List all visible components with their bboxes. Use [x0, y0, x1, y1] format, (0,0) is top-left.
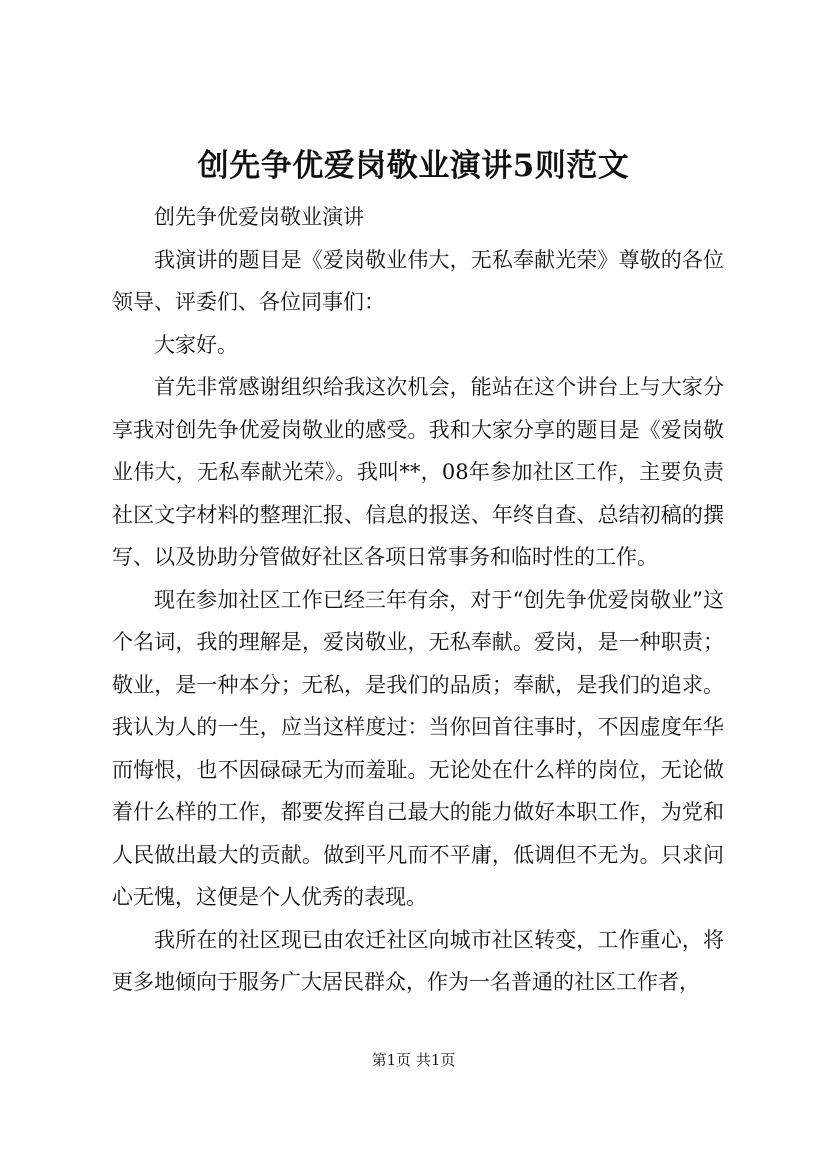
paragraph-community: 我所在的社区现已由农迁社区向城市社区转变，工作重心，将更多地倾向于服务广大居民群众，作为一名普通的社区工作者，: [112, 927, 724, 994]
page-number-footer: 第1页 共1页: [371, 1051, 456, 1069]
paragraph-understanding: 现在参加社区工作已经三年有余，对于“创先争优爱岗敬业”这个名词，我的理解是，爱岗敬业，无私奉献。爱岗，是一种职责；敬业，是一种本分；无私，是我们的品质；奉献，是我们的追求。我认为人的一生，应当这样度过：当你回首往事时，不因虚度年华而悔恨，也不因碌碌无为而羞耻。无论处在什么样的岗位，无论做着什么样的工作，都要发挥自己最大的能力做好本职工作，为党和人民做出最大的贡献。做到平凡而不平庸，低调但不无为。只求问心无愧，这便是个人优秀的表现。: [112, 587, 724, 909]
document-title: 创先争优爱岗敬业演讲5则范文: [197, 148, 630, 184]
paragraph-introduction: 首先非常感谢组织给我这次机会，能站在这个讲台上与大家分享我对创先争优爱岗敬业的感受。我和大家分享的题目是《爱岗敬业伟大，无私奉献光荣》。我叫**，08年参加社区工作，主要负责社区文字材料的整理汇报、信息的报送、年终自查、总结初稿的撰写、以及协助分管做好社区各项日常事务和临时性的工作。: [112, 375, 724, 569]
document-body: [112, 196, 724, 1004]
paragraph-greeting: 大家好。: [154, 332, 238, 357]
paragraph-speech-topic: 我演讲的题目是《爱岗敬业伟大，无私奉献光荣》尊敬的各位领导、评委们、各位同事们：: [112, 247, 724, 314]
paragraph-subtitle: 创先争优爱岗敬业演讲: [154, 205, 364, 229]
